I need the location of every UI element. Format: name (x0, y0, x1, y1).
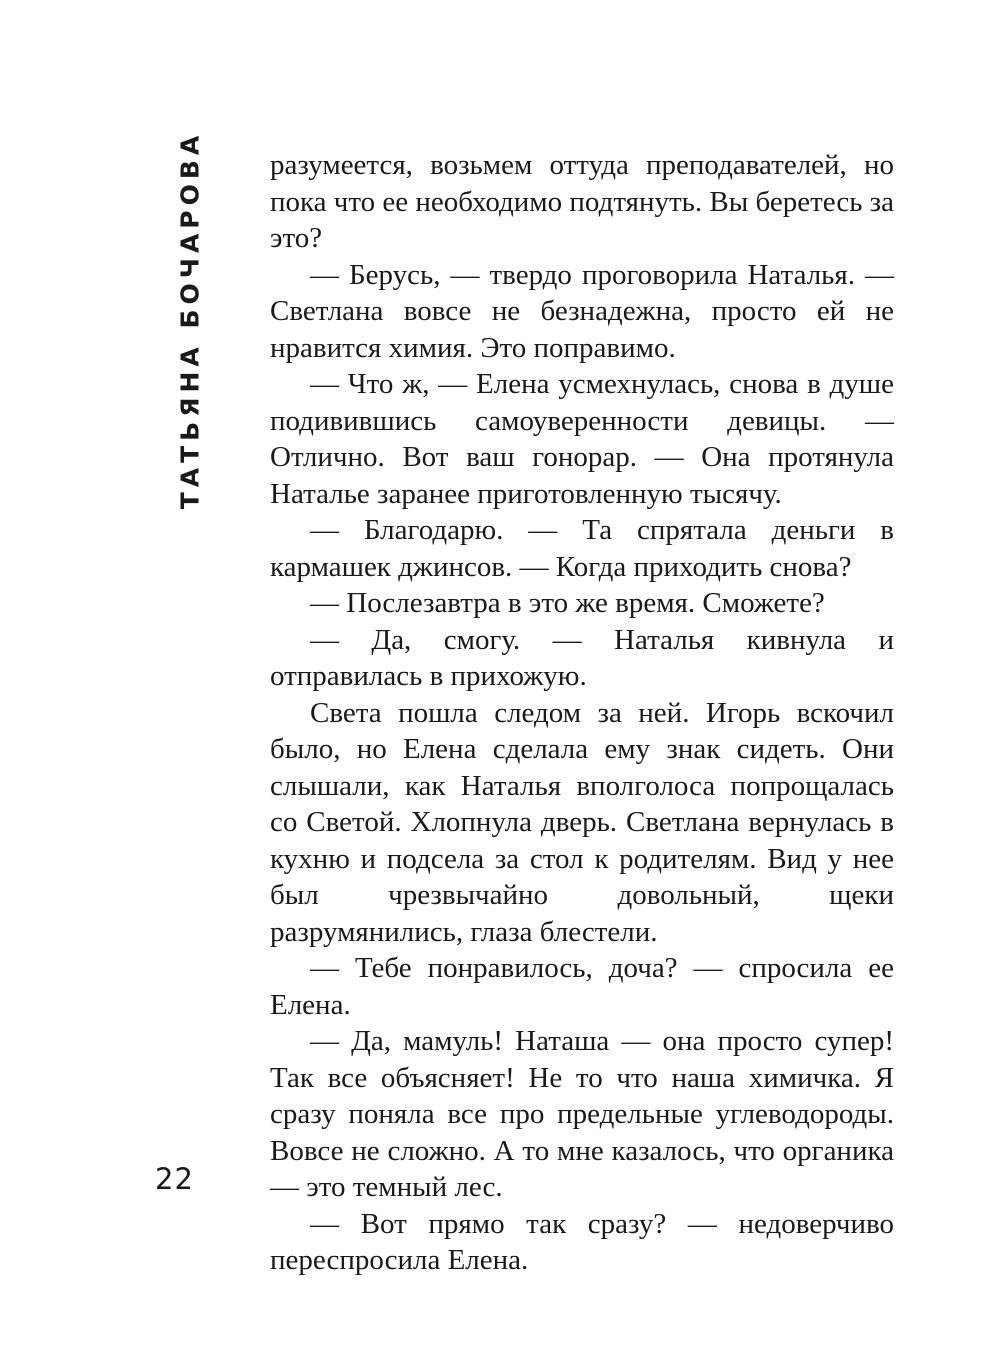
page-number: 22 (155, 1162, 194, 1196)
paragraph: — Берусь, — твердо проговорила Наталья. — Светлана вовсе не безнадежна, просто ей не нравится химия. Это поправимо. (270, 258, 894, 364)
paragraph: — Да, смогу. — Наталья кивнула и отправилась в прихожую. (270, 623, 894, 692)
paragraph: — Да, мамуль! Наташа — она просто супер! Так все объясняет! Не то что наша химичка. Я сразу поняла все про предельные углеводороды. Вовсе не сложно. А то мне казалось, что органика — это темный лес. (270, 1025, 894, 1203)
paragraph: — Что ж, — Елена усмехнулась, снова в душе подивившись самоуверенности девицы. — Отлично. Вот ваш гонорар. — Она протянула Наталье заранее приготовленную тысячу. (270, 368, 894, 510)
paragraph: — Благодарю. — Та спрятала деньги в кармашек джинсов. — Когда приходить снова? (270, 514, 894, 583)
paragraph: Света пошла следом за ней. Игорь вскочил было, но Елена сделала ему знак сидеть. Они слышали, как Наталья вполголоса попрощалась со Светой. Хлопнула дверь. Светлана вернулась в кухню и подсела за стол к родителям. Вид у нее был чрезвычайно довольный, щеки разрумянились, глаза блестели. (270, 696, 894, 948)
paragraph: — Тебе понравилось, доча? — спросила ее Елена. (270, 952, 894, 1021)
paragraph: разумеется, возьмем оттуда преподавателей, но пока что ее необходимо подтянуть. Вы беретесь за это? (270, 149, 895, 254)
body-text (270, 147, 894, 1279)
paragraph: — Вот прямо так сразу? — недоверчиво переспросила Елена. (270, 1207, 894, 1276)
running-head-author: ТАТЬЯНА БОЧАРОВА (175, 130, 205, 510)
paragraph: — Послезавтра в это же время. Сможете? (310, 587, 825, 619)
